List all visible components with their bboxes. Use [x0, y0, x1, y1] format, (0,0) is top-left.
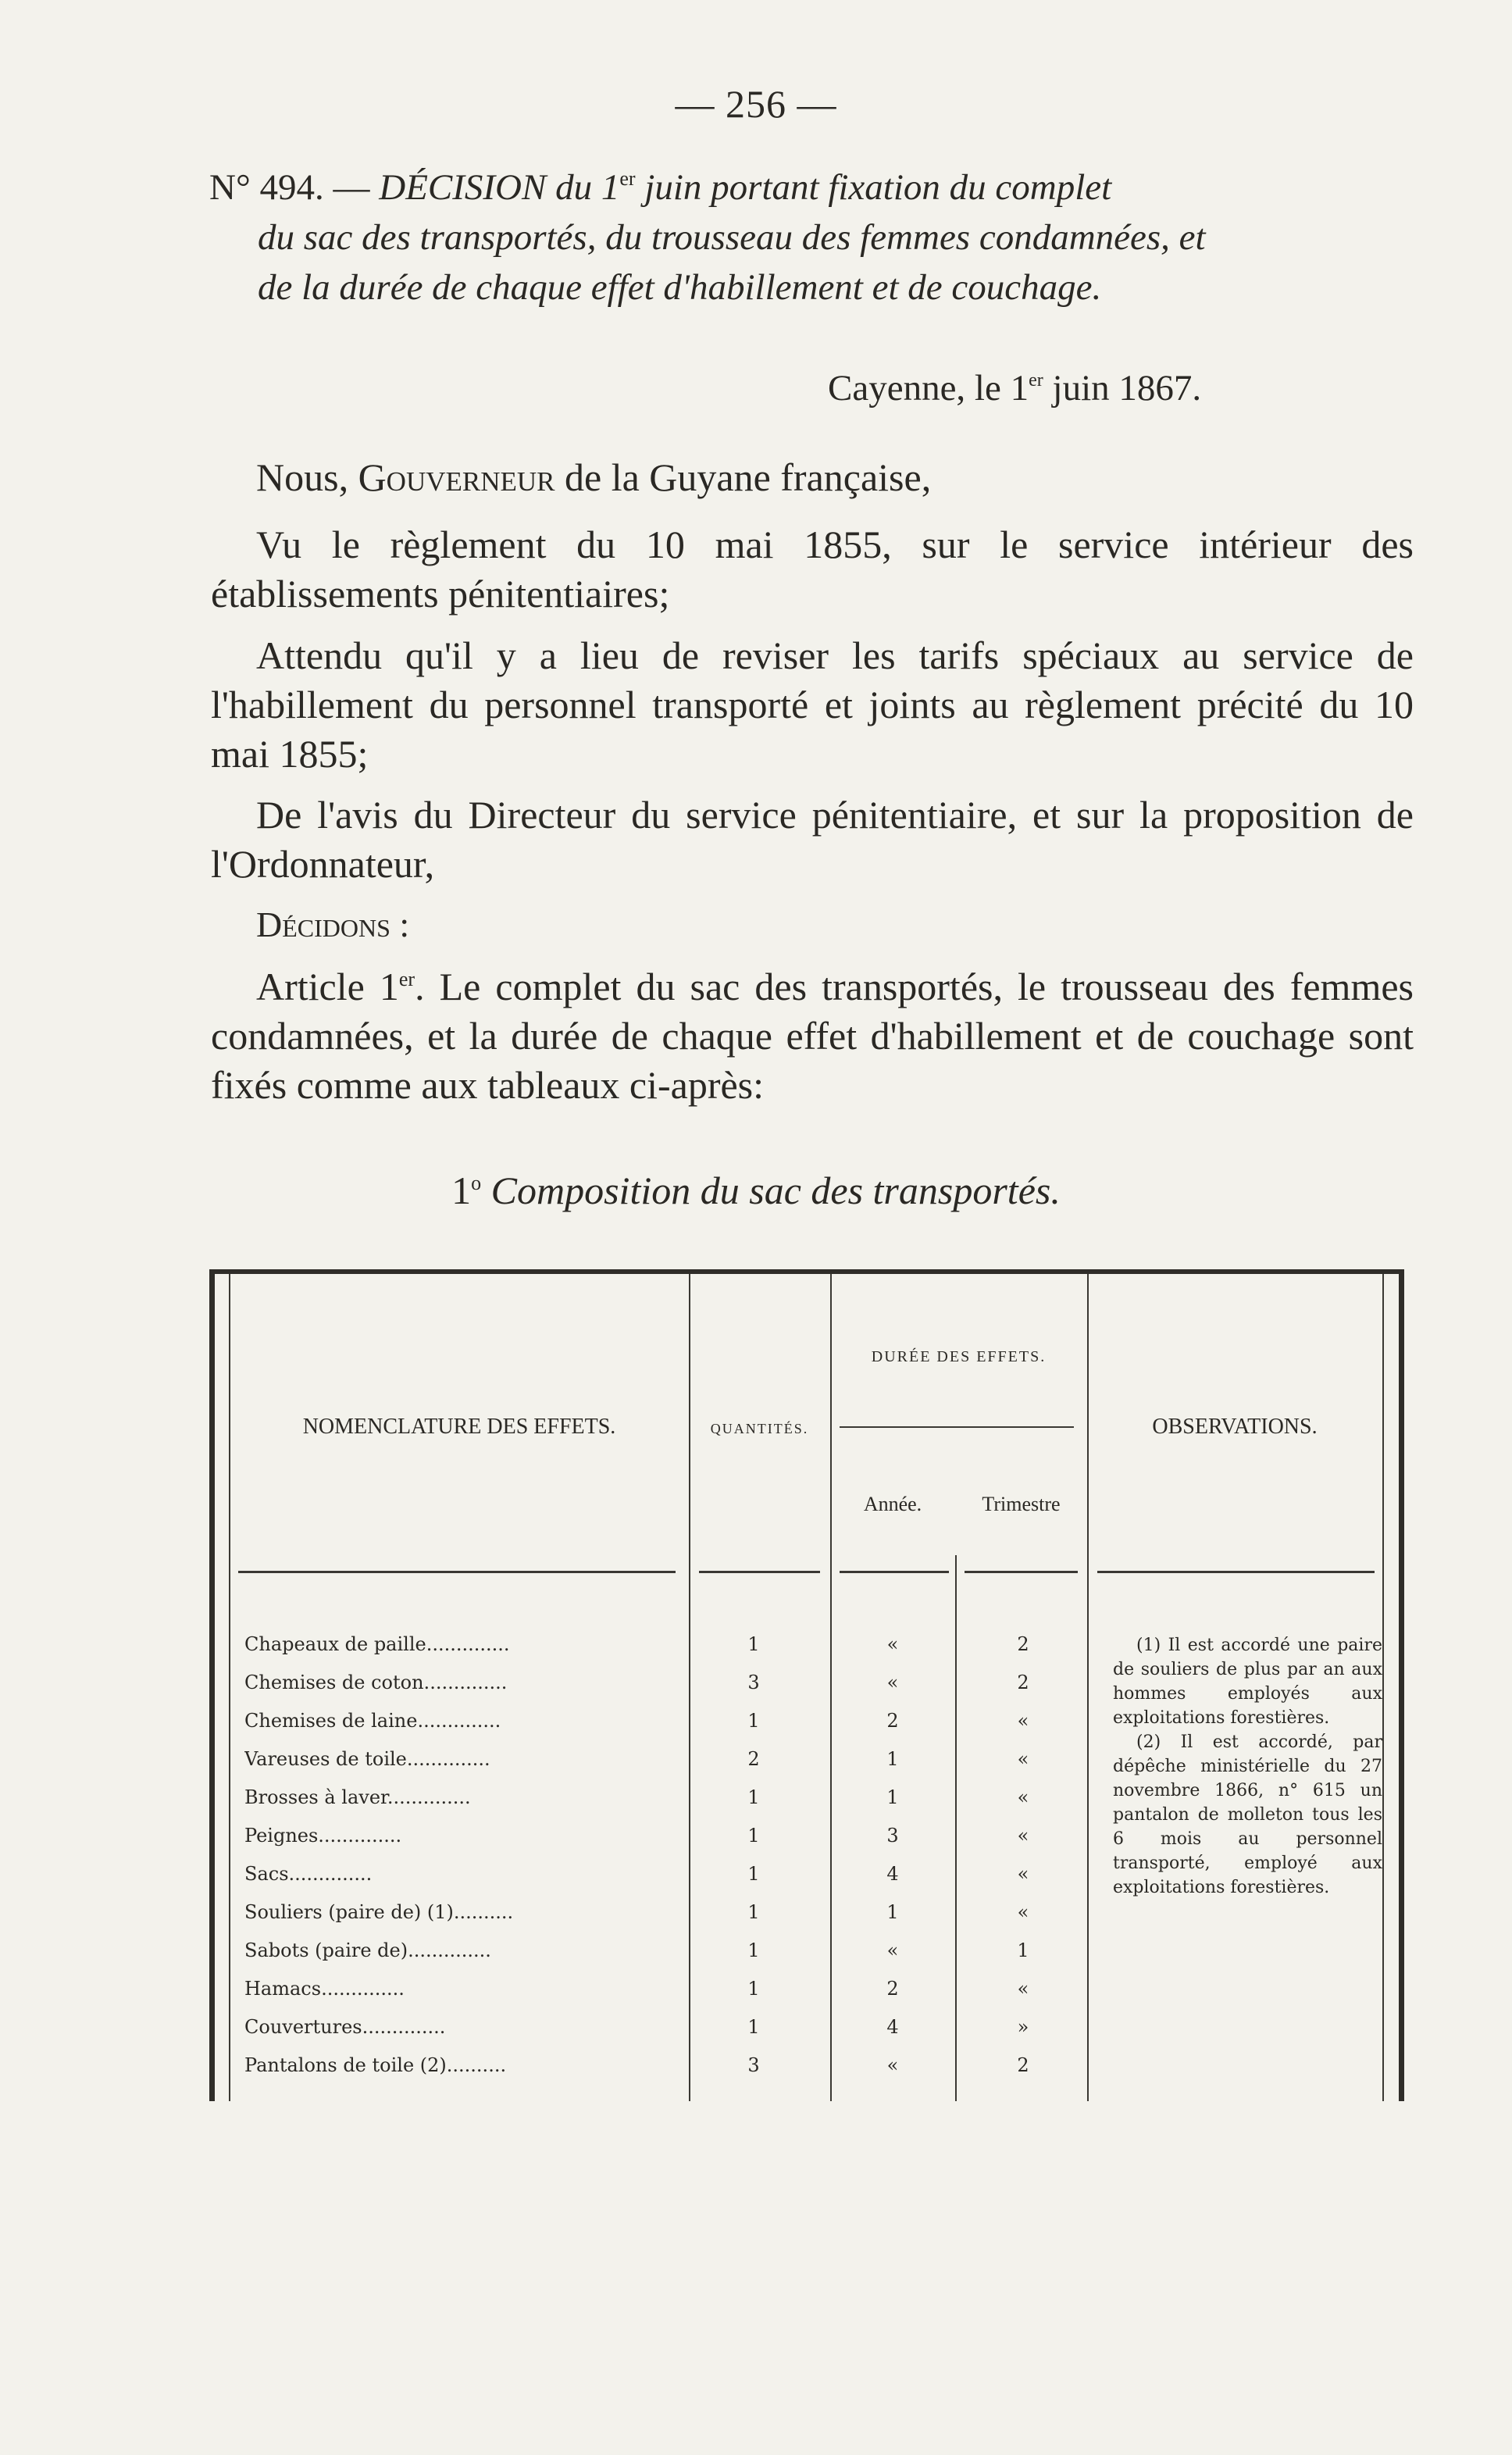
header-quantites: QUANTITÉS.: [710, 1421, 809, 1436]
heading-text-1: du 1: [546, 167, 620, 208]
header-trimestre: Trimestre: [982, 1493, 1061, 1515]
annee-cell: 1: [886, 1901, 899, 1923]
trimestre-cell: 2: [1017, 1633, 1029, 1655]
annee-cell: 4: [886, 1863, 899, 1885]
observations-notes: [1113, 1633, 1382, 1900]
decidons-text: Décidons :: [256, 905, 410, 944]
place-date-prefix: Cayenne, le 1: [828, 368, 1029, 409]
quantity-cell: 1: [747, 1939, 760, 1961]
item-name: Souliers (paire de) (1)..........: [244, 1901, 514, 1923]
annee-cell: 1: [886, 1748, 899, 1770]
annee-cell: «: [886, 1939, 899, 1961]
observation-note-1: (1) Il est accordé une paire de souliers de plus par an aux hommes employés aux exploitations forestières.: [1113, 1636, 1382, 1728]
gouverneur-text: Gouverneur: [358, 455, 555, 499]
quantity-cell: 3: [747, 1672, 760, 1693]
quantity-cell: 1: [747, 1978, 760, 2000]
page-number: — 256 —: [675, 82, 837, 126]
quantity-cell: 3: [747, 2054, 760, 2076]
header-annee: Année.: [863, 1493, 922, 1515]
annee-cell: 1: [886, 1786, 899, 1808]
quantity-cell: 2: [747, 1748, 760, 1770]
trimestre-cell: «: [1017, 1748, 1029, 1770]
guyane-text: de la Guyane française,: [555, 455, 932, 499]
attendu-text: Attendu qu'il y a lieu de reviser les tarifs spéciaux au service de l'habillement du personnel transporté et joints au règlement précité du 10 mai 1855;: [211, 633, 1414, 776]
decision-word: DÉCISION: [379, 167, 547, 208]
heading-dash: —: [323, 167, 380, 208]
table-row: [215, 1901, 1399, 1939]
item-name: Chemises de coton..............: [244, 1672, 508, 1693]
annee-cell: «: [886, 1672, 899, 1693]
place-date-sup: er: [1029, 370, 1043, 391]
item-name: Sacs..............: [244, 1863, 373, 1885]
quantity-cell: 1: [747, 1710, 760, 1732]
item-name: Chapeaux de paille..............: [244, 1633, 510, 1655]
sac-composition-table: [209, 1269, 1404, 2101]
item-name: Chemises de laine..............: [244, 1710, 501, 1732]
heading-sup: er: [619, 167, 636, 190]
observation-note-2: (2) Il est accordé, par dépêche ministérielle du 27 novembre 1866, n° 615 un pantalon de molleton tous les 6 mois au personnel transporté, employé aux exploitations forestières.: [1113, 1732, 1382, 1897]
annee-cell: «: [886, 1633, 899, 1655]
annee-cell: 2: [886, 1710, 899, 1732]
annee-cell: «: [886, 2054, 899, 2076]
annee-cell: 4: [886, 2016, 899, 2038]
trimestre-cell: »: [1017, 2016, 1029, 2038]
section-number: 1: [451, 1169, 472, 1212]
trimestre-cell: «: [1017, 1786, 1029, 1808]
header-nomenclature: NOMENCLATURE DES EFFETS.: [302, 1415, 616, 1439]
decision-number: N° 494.: [209, 167, 324, 208]
header-observations: OBSERVATIONS.: [1152, 1415, 1318, 1439]
table-row: [215, 2054, 1399, 2093]
quantity-cell: 1: [747, 1825, 760, 1847]
place-date: [828, 367, 1201, 409]
trimestre-cell: 2: [1017, 1672, 1029, 1693]
avis-text: De l'avis du Directeur du service pénitentiaire, et sur la proposition de l'Ordonnateur,: [211, 793, 1414, 886]
item-name: Sabots (paire de)..............: [244, 1939, 491, 1961]
paragraph-vu: [211, 520, 1414, 619]
quantity-cell: 1: [747, 1786, 760, 1808]
table-row: [215, 1978, 1399, 2016]
heading-text-2: juin portant fixation du complet: [635, 167, 1112, 208]
section-text: Composition du sac des transportés.: [481, 1169, 1061, 1212]
paragraph-nous: [211, 453, 1414, 502]
article-text: . Le complet du sac des transportés, le trousseau des femmes condamnées, et la durée de chaque effet d'habillement et de couchage sont fixés comme aux tableaux ci-après:: [211, 965, 1414, 1107]
section-title: [0, 1168, 1512, 1213]
trimestre-cell: 1: [1017, 1939, 1029, 1961]
item-name: Pantalons de toile (2)..........: [244, 2054, 507, 2076]
quantity-cell: 1: [747, 2016, 760, 2038]
place-date-suffix: juin 1867.: [1043, 368, 1202, 409]
paragraph-article-1: [211, 962, 1414, 1110]
item-name: Hamacs..............: [244, 1978, 405, 2000]
trimestre-cell: 2: [1017, 2054, 1029, 2076]
decision-heading: [209, 162, 1418, 312]
item-name: Brosses à laver..............: [244, 1786, 471, 1808]
paragraph-avis: [211, 790, 1414, 889]
article-label: Article 1: [256, 965, 399, 1008]
trimestre-cell: «: [1017, 1901, 1029, 1923]
paragraph-decidons: [211, 900, 1414, 949]
annee-cell: 2: [886, 1978, 899, 2000]
table-row: [215, 2016, 1399, 2054]
heading-line-2: du sac des transportés, du trousseau des femmes condamnées, et: [258, 217, 1206, 258]
trimestre-cell: «: [1017, 1978, 1029, 2000]
article-sup: er: [398, 968, 415, 990]
header-duree: DURÉE DES EFFETS.: [871, 1348, 1047, 1365]
trimestre-cell: «: [1017, 1825, 1029, 1847]
trimestre-cell: «: [1017, 1863, 1029, 1885]
item-name: Vareuses de toile..............: [244, 1748, 490, 1770]
table-row: [215, 1939, 1399, 1978]
section-sup: o: [471, 1172, 482, 1194]
nous-text: Nous,: [256, 455, 358, 499]
vu-text: Vu le règlement du 10 mai 1855, sur le service intérieur des établissements pénitentiaires;: [211, 523, 1414, 616]
paragraph-attendu: [211, 631, 1414, 779]
quantity-cell: 1: [747, 1863, 760, 1885]
trimestre-cell: «: [1017, 1710, 1029, 1732]
item-name: Couvertures..............: [244, 2016, 446, 2038]
annee-cell: 3: [886, 1825, 899, 1847]
quantity-cell: 1: [747, 1633, 760, 1655]
heading-line-3: de la durée de chaque effet d'habillement et de couchage.: [258, 267, 1102, 308]
item-name: Peignes..............: [244, 1825, 402, 1847]
quantity-cell: 1: [747, 1901, 760, 1923]
